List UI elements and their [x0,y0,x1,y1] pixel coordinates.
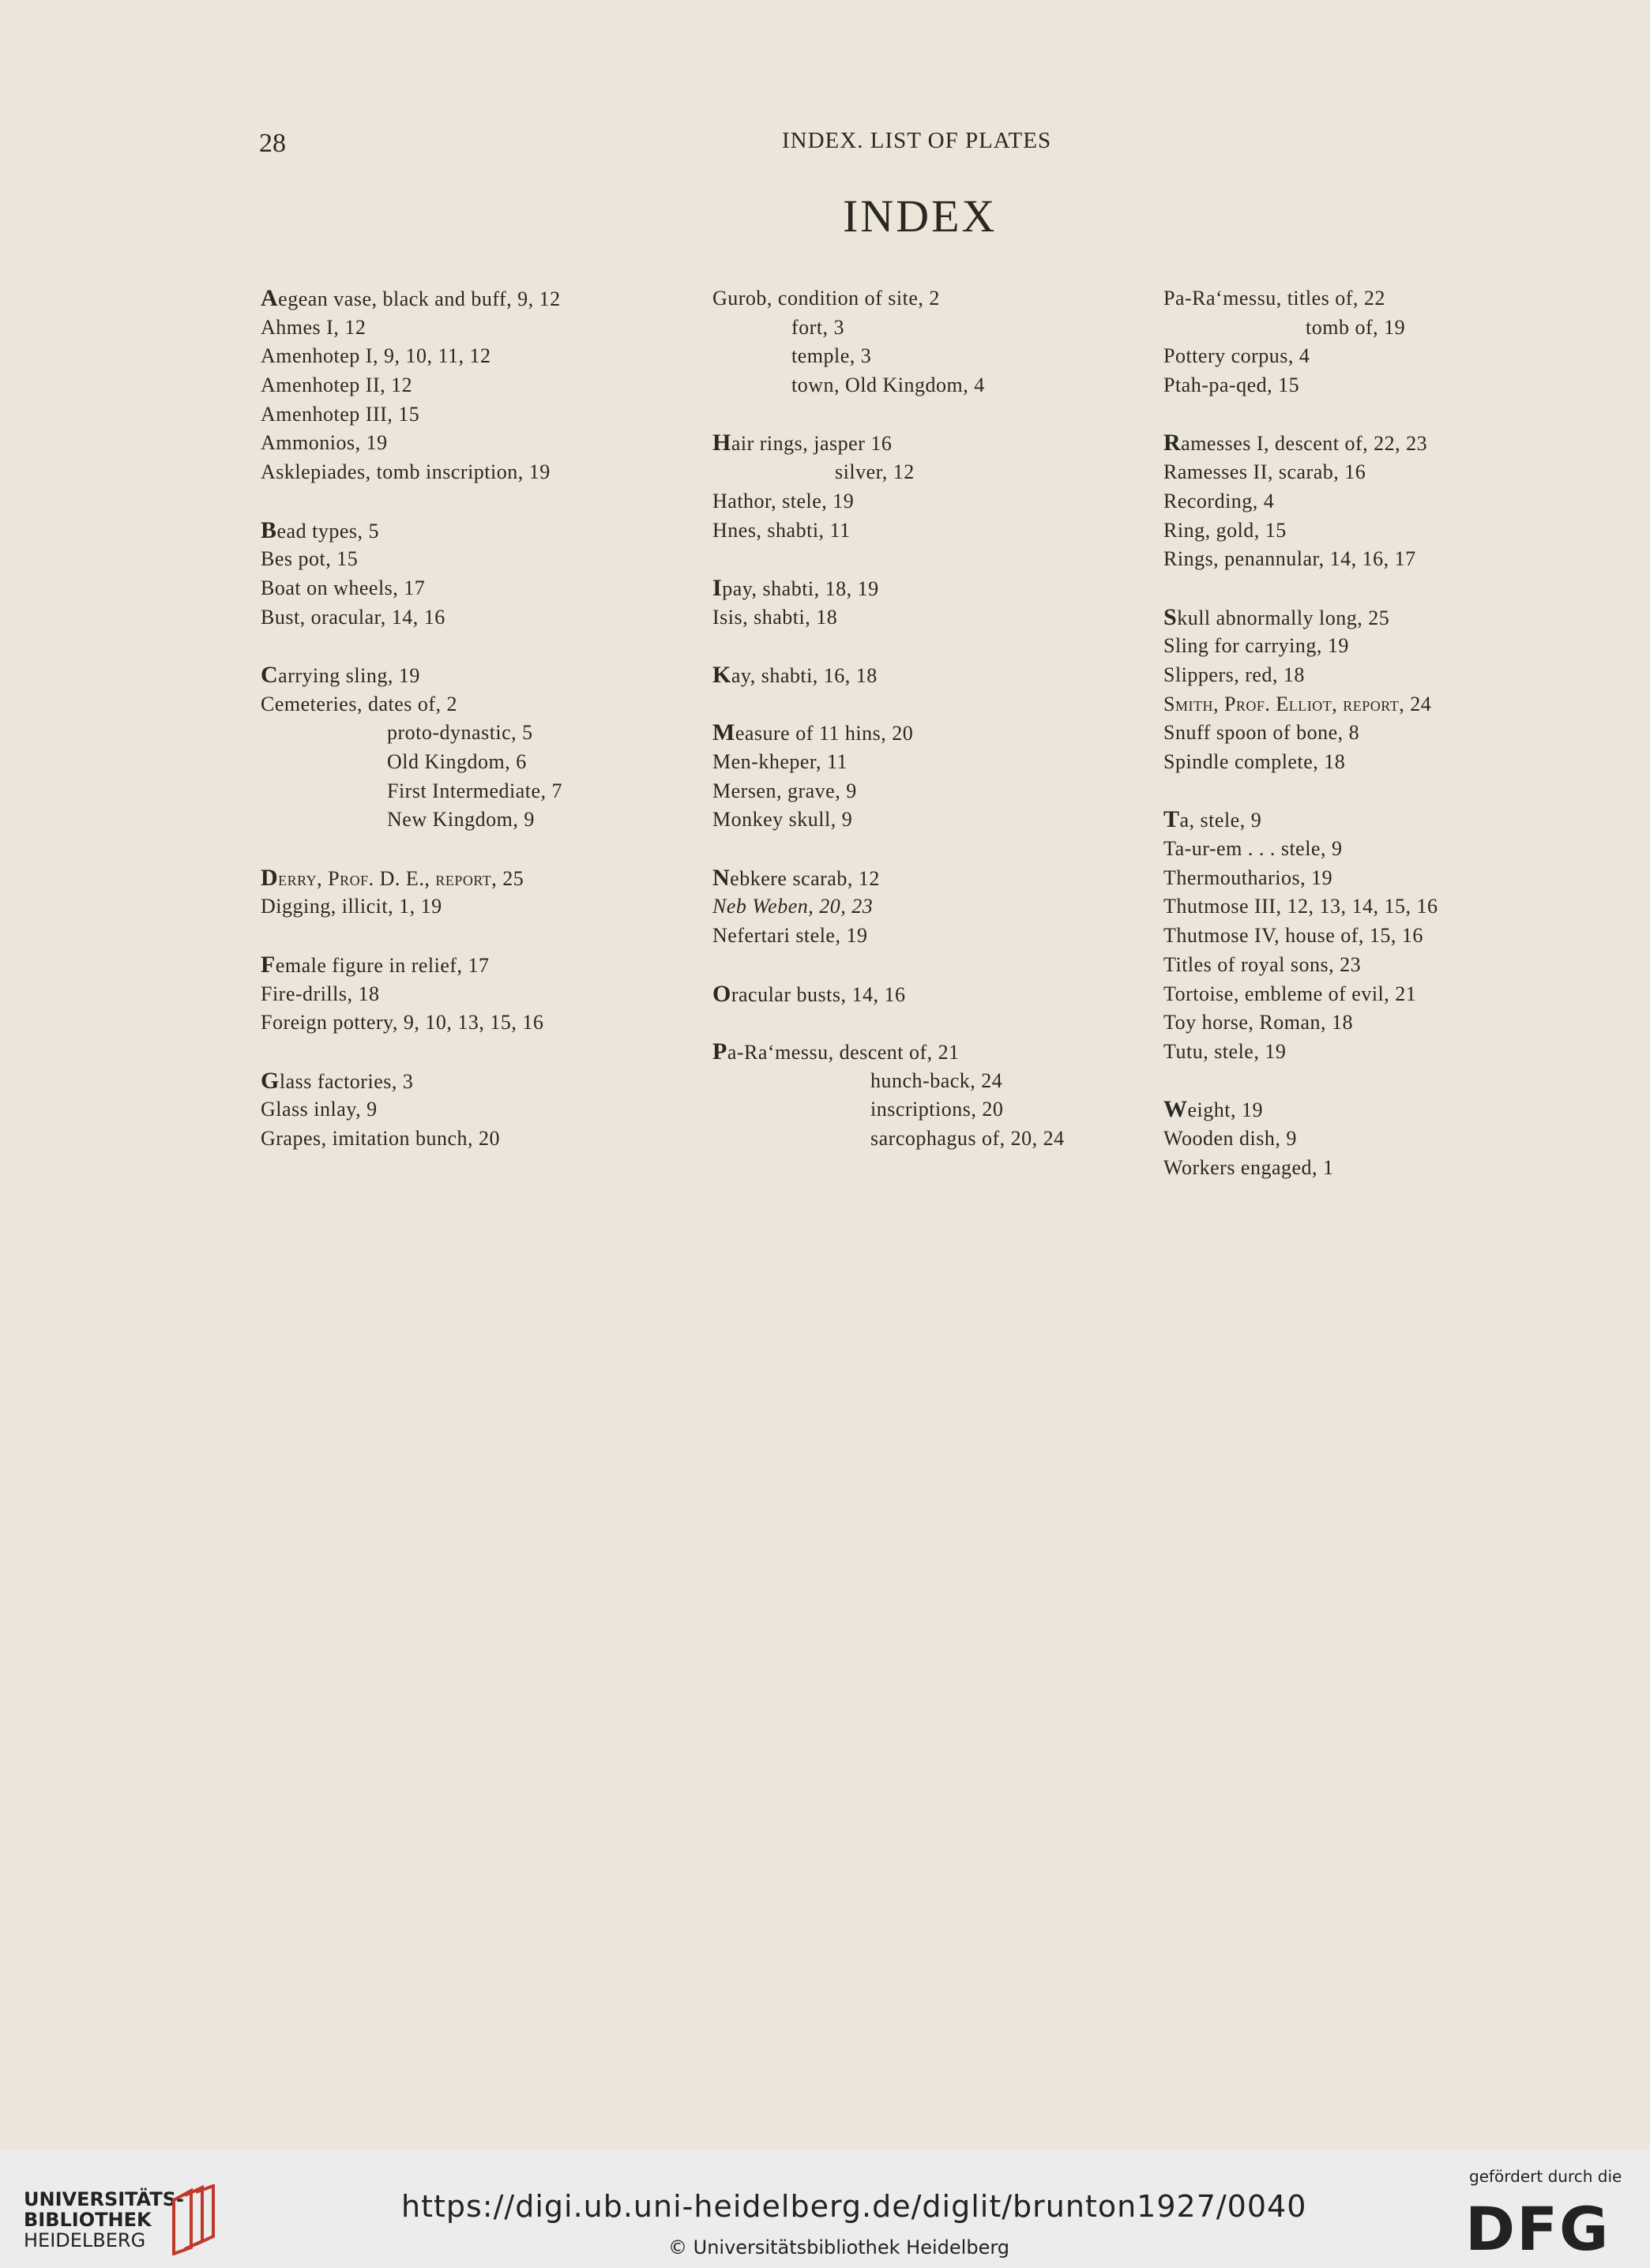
index-entry: Spindle complete, 18 [1163,750,1346,773]
index-entry: Recording, 4 [1163,489,1275,513]
index-entry: Skull abnormally long, 25 [1163,603,1390,630]
index-entry: Glass inlay, 9 [261,1098,378,1121]
index-entry: Boat on wheels, 17 [261,576,426,599]
index-entry: Thutmose III, 12, 13, 14, 15, 16 [1163,895,1438,918]
index-entry: Foreign pottery, 9, 10, 13, 15, 16 [261,1011,544,1034]
index-entry: First Intermediate, 7 [387,779,563,802]
index-entry: Slippers, red, 18 [1163,663,1305,686]
entry-gap [1163,777,1438,806]
index-entry: Ptah-pa-qed, 15 [1163,374,1300,397]
funding-note: gefördert durch die [1469,2167,1622,2186]
entry-gap [261,922,562,951]
index-entry: Hnes, shabti, 11 [712,518,851,542]
index-entry: Fire-drills, 18 [261,982,380,1005]
entry-gap [1163,400,1438,430]
index-entry: Bust, oracular, 14, 16 [261,605,445,629]
index-entry: Neb Weben, 20, 23 [712,895,874,918]
index-entry: Hathor, stele, 19 [712,489,855,513]
index-entry: Nebkere scarab, 12 [712,864,880,891]
index-entry: Titles of royal sons, 23 [1163,952,1362,976]
entry-gap [712,690,1065,719]
page-number: 28 [259,129,286,158]
index-entry: Amenhotep III, 15 [261,402,420,426]
viewer-footer [0,2150,1650,2268]
dfg-logo[interactable]: DFG [1465,2194,1611,2264]
library-name-line-3: HEIDELBERG [24,2229,146,2251]
index-entry: Oracular busts, 14, 16 [712,980,906,1007]
index-entry: Bes pot, 15 [261,547,359,571]
index-entry: Ta-ur-em . . . stele, 9 [1163,837,1343,861]
index-entry: hunch-back, 24 [870,1068,1003,1092]
index-entry: silver, 12 [835,460,915,484]
entry-gap [1163,574,1438,603]
index-entry: Workers engaged, 1 [1163,1155,1334,1179]
index-entry: proto-dynastic, 5 [387,721,533,745]
index-entry: fort, 3 [791,315,845,339]
index-entry: Smith, Prof. Elliot, report, 24 [1163,692,1432,715]
index-entry: Snuff spoon of bone, 8 [1163,721,1360,745]
entry-gap [712,1008,1065,1038]
index-entry: town, Old Kingdom, 4 [791,374,985,397]
index-entry: inscriptions, 20 [870,1098,1004,1121]
entry-gap [712,835,1065,864]
index-entry: Wooden dish, 9 [1163,1126,1297,1150]
index-entry: Thutmose IV, house of, 15, 16 [1163,924,1423,948]
library-name-line-2: BIBLIOTHEK [24,2209,152,2231]
index-entry: Gurob, condition of site, 2 [712,287,940,310]
index-entry: Amenhotep II, 12 [261,374,413,397]
index-entry: Mersen, grave, 9 [712,779,857,802]
index-entry: Rings, penannular, 14, 16, 17 [1163,547,1416,571]
index-entry: Ring, gold, 15 [1163,518,1287,542]
index-entry: Ramesses II, scarab, 16 [1163,460,1366,484]
index-entry: Hair rings, jasper 16 [712,430,893,456]
library-book-icon [167,2184,223,2255]
library-name-line-1: UNIVERSITÄTS- [24,2188,185,2210]
index-entry: Pottery corpus, 4 [1163,344,1310,368]
entry-gap [261,835,562,864]
index-entry: Thermoutharios, 19 [1163,866,1333,889]
entry-gap [712,951,1065,980]
entry-gap [712,632,1065,661]
index-entry: Nefertari stele, 19 [712,924,868,948]
index-entry: sarcophagus of, 20, 24 [870,1126,1065,1150]
index-entry: Old Kingdom, 6 [387,750,527,773]
library-logo[interactable] [24,2189,184,2251]
index-entry: New Kingdom, 9 [387,808,535,832]
index-entry: Weight, 19 [1163,1096,1263,1123]
index-entry: tomb of, 19 [1306,315,1406,339]
index-entry: Derry, Prof. D. E., report, 25 [261,864,524,891]
index-column-3 [1163,284,1438,1182]
index-entry: Men-kheper, 11 [712,750,848,773]
index-entry: Ipay, shabti, 18, 19 [712,574,879,601]
index-entry: Pa-Ra‘messu, titles of, 22 [1163,287,1385,310]
running-head: INDEX. LIST OF PLATES [782,128,1052,153]
index-entry: Bead types, 5 [261,516,379,543]
index-entry: Monkey skull, 9 [712,808,853,832]
index-entry: Ammonios, 19 [261,431,388,455]
index-entry: Tutu, stele, 19 [1163,1039,1287,1063]
index-entry: Ramesses I, descent of, 22, 23 [1163,430,1428,456]
index-entry: Kay, shabti, 16, 18 [712,661,878,688]
index-entry: Carrying sling, 19 [261,661,420,688]
index-entry: Grapes, imitation bunch, 20 [261,1126,501,1150]
index-entry: Toy horse, Roman, 18 [1163,1011,1353,1034]
index-entry: Digging, illicit, 1, 19 [261,895,442,918]
index-entry: temple, 3 [791,344,872,368]
entry-gap [712,545,1065,574]
index-entry: Sling for carrying, 19 [1163,634,1349,658]
index-entry: Measure of 11 hins, 20 [712,719,914,746]
index-entry: Aegean vase, black and buff, 9, 12 [261,285,561,311]
copyright-notice: © Universitätsbibliothek Heidelberg [668,2236,1010,2259]
index-entry: Tortoise, embleme of evil, 21 [1163,982,1417,1005]
permalink-url[interactable]: https://digi.ub.uni-heidelberg.de/diglit/brunton1927/0040 [401,2189,1307,2224]
entry-gap [261,632,562,661]
index-entry: Cemeteries, dates of, 2 [261,692,458,715]
index-column-1 [261,284,562,1154]
index-entry: Pa-Ra‘messu, descent of, 21 [712,1038,960,1065]
index-entry: Ahmes I, 12 [261,315,366,339]
index-entry: Isis, shabti, 18 [712,605,838,629]
index-entry: Ta, stele, 9 [1163,806,1262,833]
entry-gap [261,1038,562,1067]
index-entry: Asklepiades, tomb inscription, 19 [261,460,551,484]
index-entry: Amenhotep I, 9, 10, 11, 12 [261,344,491,368]
index-column-2 [712,284,1065,1154]
index-entry: Female figure in relief, 17 [261,951,490,978]
entry-gap [712,400,1065,430]
index-entry: Glass factories, 3 [261,1067,414,1094]
entry-gap [1163,1067,1438,1096]
index-title: INDEX [843,190,998,242]
entry-gap [261,487,562,516]
